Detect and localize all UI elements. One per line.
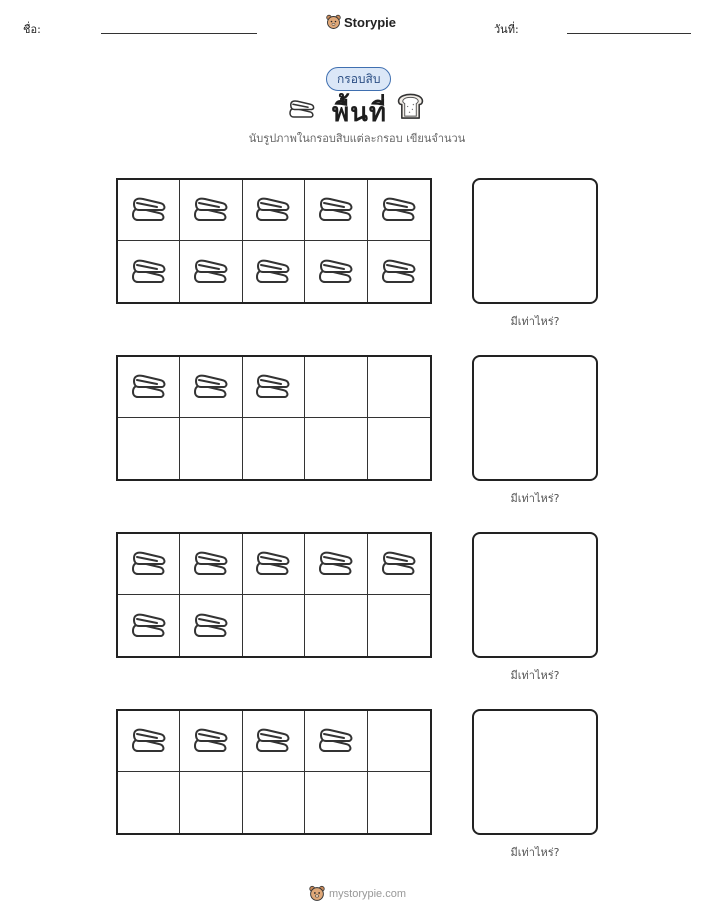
- ten-frame-cell: [180, 418, 242, 479]
- answer-box[interactable]: [472, 532, 598, 658]
- question-label: มีเท่าไหร่?: [510, 492, 560, 505]
- folded-towel-icon: [287, 96, 317, 120]
- ten-frame-cell: [243, 357, 305, 418]
- folded-towel-icon: [316, 546, 356, 582]
- ten-frame-cell: [368, 241, 430, 302]
- folded-towel-icon: [253, 192, 293, 228]
- folded-towel-icon: [129, 254, 169, 290]
- folded-towel-icon: [253, 254, 293, 290]
- ten-frame-cell: [243, 595, 305, 656]
- folded-towel-icon: [316, 254, 356, 290]
- footer: [309, 885, 406, 902]
- ten-frame-cell: [118, 357, 180, 418]
- folded-towel-icon: [191, 546, 231, 582]
- ten-frame: [116, 532, 432, 658]
- question-label: มีเท่าไหร่?: [510, 669, 560, 682]
- ten-frame-cell: [243, 711, 305, 772]
- ten-frame-cell: [180, 180, 242, 241]
- brand-name: Storypie: [344, 14, 397, 30]
- ten-frame-cell: [180, 711, 242, 772]
- ten-frame-cell: [305, 241, 367, 302]
- folded-towel-icon: [191, 192, 231, 228]
- ten-frame-cell: [243, 241, 305, 302]
- ten-frame-cell: [118, 241, 180, 302]
- name-label: ชื่อ:: [23, 23, 41, 36]
- folded-towel-icon: [379, 254, 419, 290]
- ten-frame-cell: [118, 595, 180, 656]
- answer-box[interactable]: [472, 178, 598, 304]
- footer-url[interactable]: mystorypie.com: [329, 887, 407, 900]
- date-label: วันที่:: [494, 23, 519, 36]
- ten-frame-cell: [368, 357, 430, 418]
- ten-frame-cell: [180, 241, 242, 302]
- ten-frame-cell: [305, 534, 367, 595]
- ten-frame-cell: [368, 418, 430, 479]
- folded-towel-icon: [129, 369, 169, 405]
- ten-frame-cell: [243, 772, 305, 833]
- date-line[interactable]: [567, 33, 691, 34]
- ten-frame-cell: [118, 534, 180, 595]
- ten-frame-cell: [243, 534, 305, 595]
- folded-towel-icon: [253, 546, 293, 582]
- question-label: มีเท่าไหร่?: [510, 315, 560, 328]
- brand-logo: [326, 14, 396, 30]
- ten-frame-cell: [368, 595, 430, 656]
- name-line[interactable]: [101, 33, 257, 34]
- ten-frame: [116, 355, 432, 481]
- ten-frame-cell: [118, 180, 180, 241]
- ten-frame-cell: [305, 595, 367, 656]
- ten-frame-cell: [305, 711, 367, 772]
- ten-frame-cell: [118, 418, 180, 479]
- ten-frame: [116, 178, 432, 304]
- folded-towel-icon: [253, 723, 293, 759]
- folded-towel-icon: [191, 608, 231, 644]
- question-label: มีเท่าไหร่?: [510, 846, 560, 859]
- folded-towel-icon: [191, 254, 231, 290]
- ten-frame-cell: [368, 711, 430, 772]
- toast-icon: [397, 93, 424, 120]
- ten-frame-cell: [180, 534, 242, 595]
- folded-towel-icon: [129, 723, 169, 759]
- ten-frame-cell: [243, 418, 305, 479]
- folded-towel-icon: [316, 723, 356, 759]
- ten-frame-cell: [305, 180, 367, 241]
- ten-frame-cell: [305, 357, 367, 418]
- folded-towel-icon: [191, 723, 231, 759]
- ten-frame: [116, 709, 432, 835]
- ten-frame-cell: [180, 772, 242, 833]
- instructions: นับรูปภาพในกรอบสิบแต่ละกรอบ เขียนจำนวน: [248, 132, 466, 145]
- folded-towel-icon: [129, 546, 169, 582]
- answer-box[interactable]: [472, 709, 598, 835]
- ten-frame-cell: [118, 711, 180, 772]
- topic-badge: กรอบสิบ: [326, 67, 391, 91]
- ten-frame-cell: [180, 595, 242, 656]
- ten-frame-cell: [180, 357, 242, 418]
- folded-towel-icon: [129, 608, 169, 644]
- bear-logo-icon: [326, 14, 341, 30]
- folded-towel-icon: [253, 369, 293, 405]
- ten-frame-cell: [368, 180, 430, 241]
- ten-frame-cell: [243, 180, 305, 241]
- ten-frame-cell: [368, 534, 430, 595]
- folded-towel-icon: [316, 192, 356, 228]
- answer-box[interactable]: [472, 355, 598, 481]
- ten-frame-cell: [118, 772, 180, 833]
- folded-towel-icon: [191, 369, 231, 405]
- folded-towel-icon: [379, 192, 419, 228]
- bear-logo-icon: [309, 885, 325, 902]
- ten-frame-cell: [305, 772, 367, 833]
- ten-frame-cell: [305, 418, 367, 479]
- folded-towel-icon: [129, 192, 169, 228]
- folded-towel-icon: [379, 546, 419, 582]
- worksheet-title: พื้นที่: [332, 98, 388, 128]
- ten-frame-cell: [368, 772, 430, 833]
